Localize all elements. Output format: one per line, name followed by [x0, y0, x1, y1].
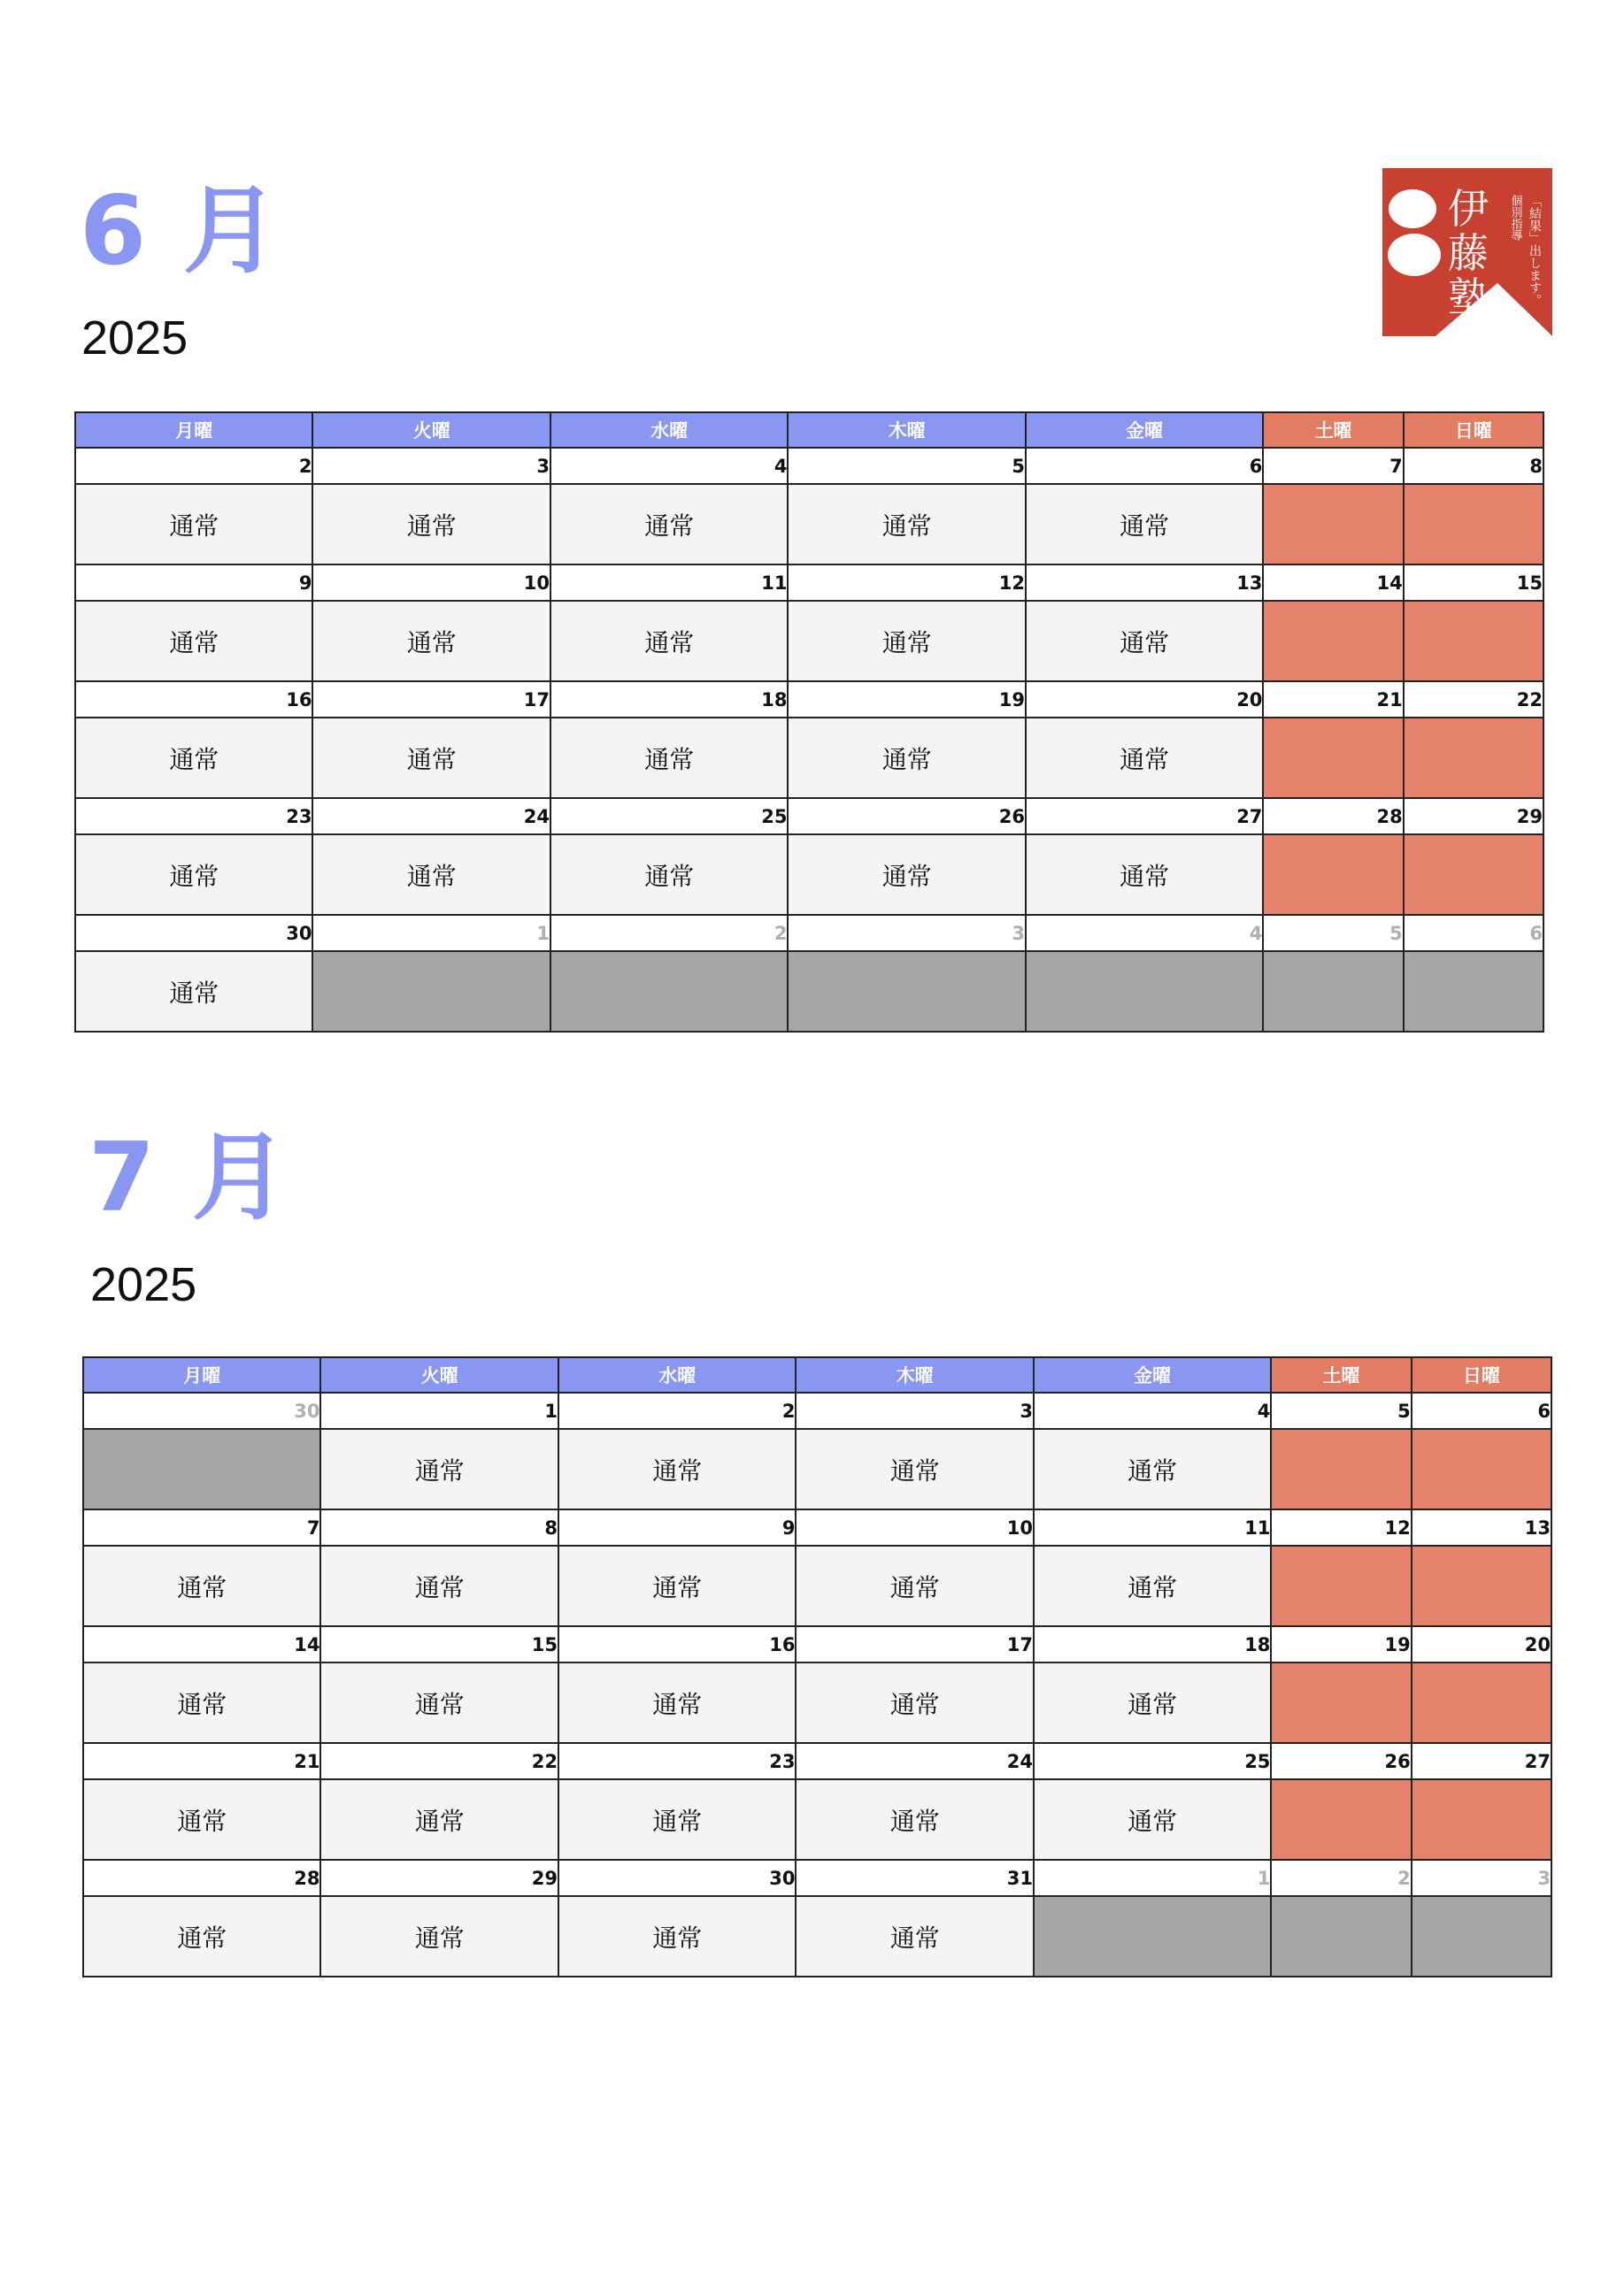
date-number-row [83, 1626, 1551, 1662]
out-of-month-cell [788, 951, 1025, 1032]
date-number: 12 [1271, 1509, 1411, 1546]
date-number: 2 [1271, 1860, 1411, 1896]
date-number: 7 [1263, 448, 1403, 484]
date-number: 15 [320, 1626, 558, 1662]
weekend-cell [1271, 1546, 1411, 1626]
date-number-row [83, 1509, 1551, 1546]
date-number: 24 [312, 798, 550, 834]
date-number: 12 [788, 564, 1025, 601]
date-number: 31 [796, 1860, 1033, 1896]
svg-text:「結果」出します。: 「結果」出します。 [1528, 195, 1542, 306]
date-number: 13 [1412, 1509, 1551, 1546]
weekday-header-row [83, 1357, 1551, 1393]
date-number: 21 [83, 1743, 320, 1779]
weekend-cell [1271, 1779, 1411, 1860]
day-status-cell: 通常 [320, 1896, 558, 1977]
weekday-header: 木曜 [788, 412, 1025, 448]
date-number: 6 [1404, 915, 1543, 951]
day-status-cell: 通常 [83, 1896, 320, 1977]
day-status-cell: 通常 [796, 1429, 1033, 1509]
svg-text:塾: 塾 [1448, 273, 1489, 321]
day-status-cell: 通常 [558, 1779, 796, 1860]
day-status-cell: 通常 [558, 1662, 796, 1743]
out-of-month-cell [312, 951, 550, 1032]
weekday-header: 日曜 [1412, 1357, 1551, 1393]
date-number: 16 [558, 1626, 796, 1662]
date-number: 4 [550, 448, 788, 484]
date-number: 29 [320, 1860, 558, 1896]
date-number: 7 [83, 1509, 320, 1546]
date-number: 23 [75, 798, 312, 834]
day-status-cell: 通常 [796, 1896, 1033, 1977]
day-status-cell: 通常 [320, 1662, 558, 1743]
date-number: 6 [1026, 448, 1263, 484]
day-status-cell: 通常 [788, 834, 1025, 915]
date-number-row [75, 448, 1543, 484]
date-number-row [75, 798, 1543, 834]
date-number: 3 [796, 1393, 1033, 1429]
weekday-header: 水曜 [558, 1357, 796, 1393]
weekend-cell [1404, 834, 1543, 915]
date-number-row [83, 1393, 1551, 1429]
day-status-cell: 通常 [312, 718, 550, 798]
date-number-row [75, 564, 1543, 601]
date-number: 29 [1404, 798, 1543, 834]
date-number: 4 [1026, 915, 1263, 951]
day-status-cell: 通常 [83, 1779, 320, 1860]
date-number: 27 [1412, 1743, 1551, 1779]
day-status-cell: 通常 [75, 951, 312, 1032]
day-status-cell: 通常 [312, 834, 550, 915]
day-status-row [75, 601, 1543, 681]
date-number-row [75, 915, 1543, 951]
date-number: 11 [1034, 1509, 1271, 1546]
weekend-cell [1263, 484, 1403, 564]
weekend-cell [1263, 601, 1403, 681]
day-status-cell: 通常 [320, 1546, 558, 1626]
day-status-cell: 通常 [788, 484, 1025, 564]
weekend-cell [1404, 601, 1543, 681]
date-number: 3 [312, 448, 550, 484]
date-number: 1 [320, 1393, 558, 1429]
weekday-header-row [75, 412, 1543, 448]
date-number: 17 [312, 681, 550, 718]
svg-text:個別指導: 個別指導 [1508, 195, 1522, 241]
date-number: 6 [1412, 1393, 1551, 1429]
date-number: 8 [320, 1509, 558, 1546]
date-number: 17 [796, 1626, 1033, 1662]
date-number: 22 [1404, 681, 1543, 718]
day-status-cell: 通常 [75, 601, 312, 681]
out-of-month-cell [83, 1429, 320, 1509]
weekday-header: 水曜 [550, 412, 788, 448]
weekday-header: 月曜 [75, 412, 312, 448]
weekday-header: 金曜 [1026, 412, 1263, 448]
date-number: 19 [788, 681, 1025, 718]
ito-juku-logo [1382, 168, 1552, 336]
date-number: 2 [550, 915, 788, 951]
calendar-july [82, 1356, 1552, 1977]
day-status-cell: 通常 [788, 718, 1025, 798]
date-number: 11 [550, 564, 788, 601]
out-of-month-cell [1412, 1896, 1551, 1977]
day-status-cell: 通常 [558, 1896, 796, 1977]
day-status-cell: 通常 [1034, 1779, 1271, 1860]
date-number: 1 [1034, 1860, 1271, 1896]
day-status-row [75, 834, 1543, 915]
date-number: 24 [796, 1743, 1033, 1779]
weekday-header: 日曜 [1404, 412, 1543, 448]
date-number: 1 [312, 915, 550, 951]
day-status-cell: 通常 [1034, 1662, 1271, 1743]
day-status-row [75, 718, 1543, 798]
date-number: 4 [1034, 1393, 1271, 1429]
weekend-cell [1404, 484, 1543, 564]
weekend-cell [1271, 1429, 1411, 1509]
date-number: 30 [558, 1860, 796, 1896]
day-status-cell: 通常 [788, 601, 1025, 681]
out-of-month-cell [1404, 951, 1543, 1032]
date-number: 25 [1034, 1743, 1271, 1779]
out-of-month-cell [1263, 951, 1403, 1032]
day-status-cell: 通常 [550, 834, 788, 915]
out-of-month-cell [550, 951, 788, 1032]
date-number: 10 [312, 564, 550, 601]
weekday-header: 土曜 [1263, 412, 1403, 448]
year-july: 2025 [90, 1258, 197, 1311]
weekday-header: 火曜 [320, 1357, 558, 1393]
date-number: 26 [788, 798, 1025, 834]
day-status-cell: 通常 [558, 1546, 796, 1626]
weekend-cell [1271, 1662, 1411, 1743]
date-number: 13 [1026, 564, 1263, 601]
date-number: 16 [75, 681, 312, 718]
date-number: 2 [558, 1393, 796, 1429]
day-status-cell: 通常 [320, 1779, 558, 1860]
day-status-row [83, 1662, 1551, 1743]
date-number: 5 [1271, 1393, 1411, 1429]
weekday-header: 金曜 [1034, 1357, 1271, 1393]
day-status-cell: 通常 [1034, 1546, 1271, 1626]
day-status-row [83, 1896, 1551, 1977]
date-number-row [83, 1860, 1551, 1896]
weekend-cell [1412, 1429, 1551, 1509]
date-number: 28 [1263, 798, 1403, 834]
date-number: 19 [1271, 1626, 1411, 1662]
weekday-header: 木曜 [796, 1357, 1033, 1393]
day-status-cell: 通常 [320, 1429, 558, 1509]
date-number: 26 [1271, 1743, 1411, 1779]
weekend-cell [1263, 834, 1403, 915]
weekend-cell [1412, 1662, 1551, 1743]
date-number: 2 [75, 448, 312, 484]
day-status-cell: 通常 [1026, 718, 1263, 798]
day-status-row [75, 484, 1543, 564]
day-status-cell: 通常 [75, 718, 312, 798]
day-status-cell: 通常 [75, 484, 312, 564]
day-status-cell: 通常 [796, 1546, 1033, 1626]
weekend-cell [1412, 1779, 1551, 1860]
day-status-row [83, 1779, 1551, 1860]
day-status-cell: 通常 [312, 484, 550, 564]
month-title-july: 7 月 [89, 1123, 289, 1233]
date-number: 20 [1412, 1626, 1551, 1662]
date-number: 18 [550, 681, 788, 718]
weekday-header: 火曜 [312, 412, 550, 448]
day-status-row [83, 1546, 1551, 1626]
weekend-cell [1263, 718, 1403, 798]
date-number: 18 [1034, 1626, 1271, 1662]
day-status-cell: 通常 [1034, 1429, 1271, 1509]
calendar-june [74, 411, 1544, 1033]
day-status-cell: 通常 [558, 1429, 796, 1509]
date-number: 20 [1026, 681, 1263, 718]
date-number: 21 [1263, 681, 1403, 718]
date-number-row [83, 1743, 1551, 1779]
date-number: 5 [1263, 915, 1403, 951]
date-number: 22 [320, 1743, 558, 1779]
weekday-header: 月曜 [83, 1357, 320, 1393]
date-number: 14 [83, 1626, 320, 1662]
date-number: 23 [558, 1743, 796, 1779]
date-number: 25 [550, 798, 788, 834]
day-status-cell: 通常 [550, 484, 788, 564]
out-of-month-cell [1026, 951, 1263, 1032]
date-number: 14 [1263, 564, 1403, 601]
out-of-month-cell [1034, 1896, 1271, 1977]
out-of-month-cell [1271, 1896, 1411, 1977]
svg-text:伊: 伊 [1448, 185, 1489, 233]
day-status-cell: 通常 [1026, 484, 1263, 564]
date-number: 27 [1026, 798, 1263, 834]
day-status-cell: 通常 [83, 1662, 320, 1743]
day-status-cell: 通常 [75, 834, 312, 915]
date-number: 10 [796, 1509, 1033, 1546]
weekend-cell [1412, 1546, 1551, 1626]
date-number: 9 [75, 564, 312, 601]
day-status-cell: 通常 [1026, 601, 1263, 681]
day-status-cell: 通常 [1026, 834, 1263, 915]
date-number: 5 [788, 448, 1025, 484]
day-status-cell: 通常 [83, 1546, 320, 1626]
svg-text:藤: 藤 [1448, 229, 1489, 277]
weekend-cell [1404, 718, 1543, 798]
date-number: 15 [1404, 564, 1543, 601]
date-number: 30 [83, 1393, 320, 1429]
day-status-cell: 通常 [312, 601, 550, 681]
day-status-row [75, 951, 1543, 1032]
date-number: 28 [83, 1860, 320, 1896]
day-status-cell: 通常 [796, 1779, 1033, 1860]
date-number: 9 [558, 1509, 796, 1546]
year-june: 2025 [81, 311, 189, 365]
date-number-row [75, 681, 1543, 718]
day-status-cell: 通常 [796, 1662, 1033, 1743]
date-number: 3 [788, 915, 1025, 951]
date-number: 3 [1412, 1860, 1551, 1896]
month-title-june: 6 月 [80, 176, 281, 287]
day-status-cell: 通常 [550, 601, 788, 681]
day-status-cell: 通常 [550, 718, 788, 798]
date-number: 8 [1404, 448, 1543, 484]
weekday-header: 土曜 [1271, 1357, 1411, 1393]
date-number: 30 [75, 915, 312, 951]
day-status-row [83, 1429, 1551, 1509]
